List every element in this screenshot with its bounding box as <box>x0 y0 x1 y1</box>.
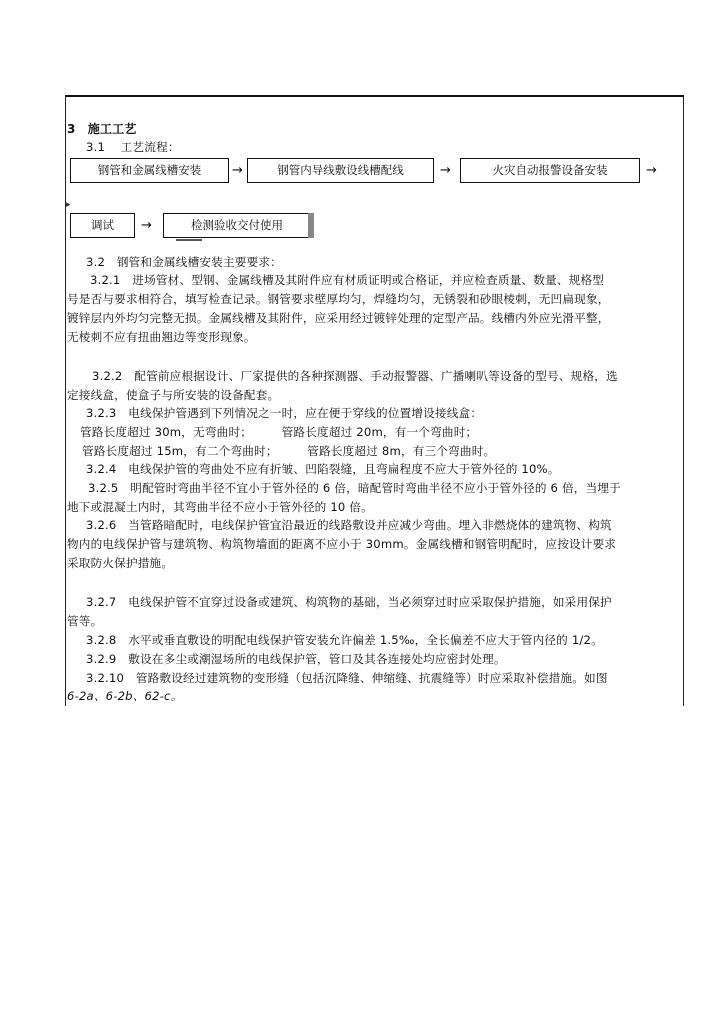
flow-step-4: 调试 <box>70 213 135 238</box>
para-3-2-1-line2: 号是否与要求相符合，填写检查记录。钢管要求壁厚均匀，焊缝均匀，无锈裂和砂眼棱刺，无凹扁现象， <box>67 292 610 306</box>
para-3-2-3-cond2: 管路长度超过 15m，有二个弯曲时； 管路长度超过 8m，有三个弯曲时。 <box>82 444 496 458</box>
para-3-2-1-line3: 镀锌层内外均匀完整无损。金属线槽及其附件，应采用经过镀锌处理的定型产品。线槽内外应光滑平整， <box>67 311 610 325</box>
flow-step-5: 检测验收交付使用 <box>163 213 311 238</box>
para-3-2-10-line1: 3.2.10 管路敷设经过建筑物的变形缝（包括沉降缝、伸缩缝、抗震缝等）时应采取补偿措施。如图 <box>86 671 608 685</box>
para-3-2-7-line1: 3.2.7 电线保护管不宜穿过设备或建筑、构筑物的基础，当必须穿过时应采取保护措施，如采用保护 <box>86 595 612 609</box>
underline-mark <box>176 239 202 241</box>
flow-step-1: 钢管和金属线槽安装 <box>70 158 229 183</box>
para-3-2-5-line2: 地下或混凝土内时，其弯曲半径不应小于管外径的 10 倍。 <box>67 500 373 514</box>
flow-arrow-3: → <box>646 163 657 178</box>
para-3-2-2-line2: 定接线盒，使盒子与所安装的设备配套。 <box>67 388 280 402</box>
para-3-2-1-line1: 3.2.1 进场管材、型钢、金属线槽及其附件应有材质证明或合格证，并应检查质量、数量、规格型 <box>90 273 605 287</box>
para-3-2-2-line1: 3.2.2 配管前应根据设计、厂家提供的各种探测器、手动报警器、广播喇叭等设备的型号、规格，选 <box>92 369 618 383</box>
para-3-2-6-line1: 3.2.6 当管路暗配时，电线保护管宜沿最近的线路敷设并应减少弯曲。埋入非燃烧体的建筑物、构筑 <box>86 518 612 532</box>
para-3-2-7-line2: 管等。 <box>67 614 103 628</box>
edge-marker <box>308 213 314 238</box>
para-3-2-6-line2: 物内的电线保护管与建筑物、构筑物墙面的距离不应小于 30mm。金属线槽和钢管明配时，应按设计要求 <box>67 537 617 551</box>
para-3-2-8: 3.2.8 水平或垂直敷设的明配电线保护管安装允许偏差 1.5‰，全长偏差不应大于管内径的 1/2。 <box>86 633 603 647</box>
para-3-2-6-line3: 采取防火保护措施。 <box>67 556 174 570</box>
para-3-2-3: 3.2.3 电线保护管遇到下列情况之一时，应在便于穿线的位置增设接线盒： <box>86 406 483 420</box>
para-3-2: 3.2 钢管和金属线槽安装主要要求： <box>86 255 282 269</box>
flow-arrow-1: → <box>232 163 243 178</box>
para-3-2-9: 3.2.9 敷设在多尘或潮湿场所的电线保护管，管口及其各连接处均应密封处理。 <box>86 652 506 666</box>
section-heading: 3 施工工艺 <box>67 122 137 136</box>
section-3-1-title: 3.1 工艺流程： <box>86 140 180 154</box>
para-3-2-10-line2: 6-2a、6-2b、62-c。 <box>67 689 183 703</box>
para-3-2-3-cond1: 管路长度超过 30m，无弯曲时； 管路长度超过 20m，有一个弯曲时； <box>80 425 478 439</box>
flow-step-3: 火灾自动报警设备安装 <box>460 158 640 183</box>
flow-arrow-2: → <box>440 163 451 178</box>
para-3-2-4: 3.2.4 电线保护管的弯曲处不应有折皱、凹陷裂缝，且弯扁程度不应大于管外径的 10%。 <box>86 462 560 476</box>
para-3-2-5-line1: 3.2.5 明配管时弯曲半径不宜小于管外径的 6 倍，暗配管时弯曲半径不应小于管外径的 6 倍，当埋于 <box>88 481 621 495</box>
para-3-2-1-line4: 无棱刺不应有扭曲翘边等变形现象。 <box>67 330 256 344</box>
flow-arrow-4: → <box>141 218 152 233</box>
flow-step-2: 钢管内导线敷设线槽配线 <box>247 158 434 183</box>
row-marker: ▸ <box>66 200 71 210</box>
